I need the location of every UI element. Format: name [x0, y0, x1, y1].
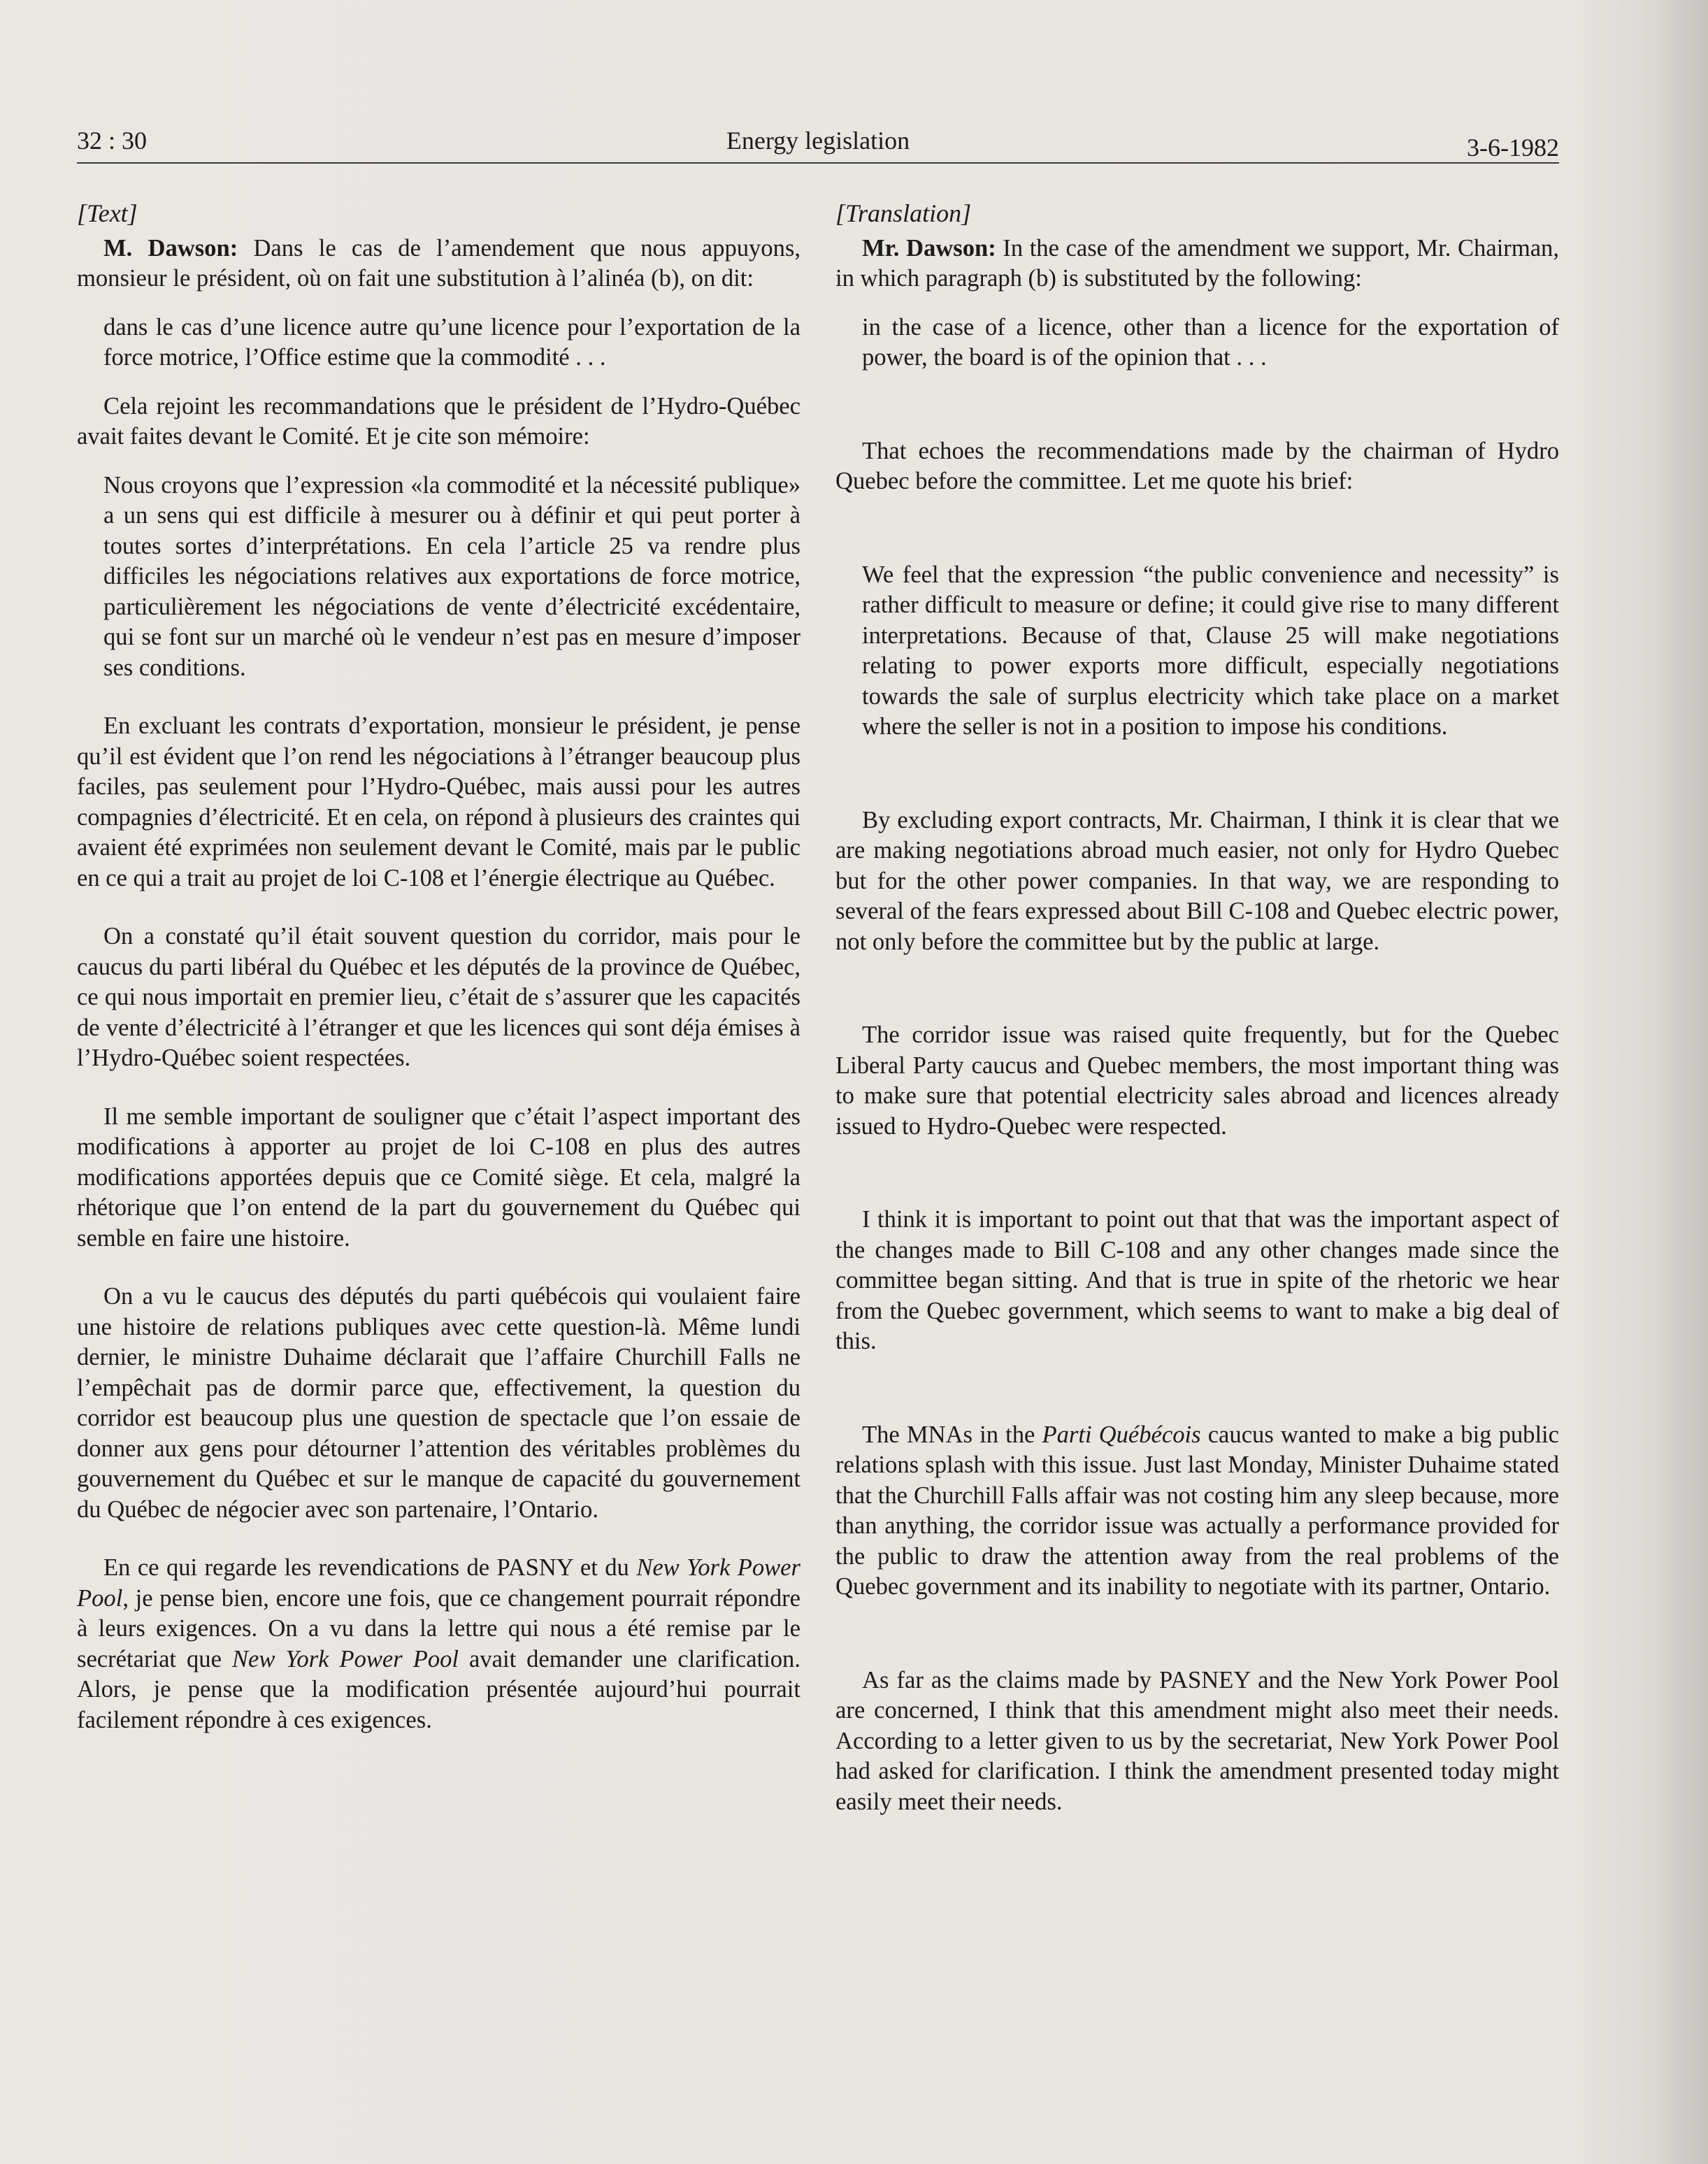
intro-text: In the case of the amendment we support, Mr. Chairman, in which paragraph (b) is substituted by the following:: [835, 234, 1559, 292]
speaker-name: M. Dawson:: [103, 234, 238, 261]
paragraph: En excluant les contrats d’exportation, monsieur le président, je pense qu’il est évident que l’on rend les négociations à l’étranger beaucoup plus faciles, pas seulement pour l’Hydro-Québec, mais aussi pour les autres compagnies d’électricité. Et en cela, on répond à plusieurs des craintes qui avaient été exprimées non seulement devant le Comité, mais par le public en ce qui a trait au projet de loi C-108 et l’énergie électrique au Québec.: [77, 712, 801, 891]
paragraph: I think it is important to point out that that was the important aspect of the changes made to Bill C-108 and any other changes made since the committee began sitting. And that is true in spite of the rhetoric we hear from the Quebec government, which seems to want to make a big deal of this.: [835, 1206, 1559, 1354]
translation-tag: [Translation]: [835, 199, 972, 227]
italic-run: Parti Québécois: [1042, 1421, 1201, 1448]
text-tag: [Text]: [77, 199, 138, 227]
intro-text: Dans le cas de l’amendement que nous appuyons, monsieur le président, où on fait une substitution à l’alinéa (b), on dit:: [77, 234, 801, 292]
paragraph: Il me semble important de souligner que c’était l’aspect important des modifications à apporter au projet de loi C-108 en plus des autres modifications apportées depuis que ce Comité siège. Et cela, malgré la rhétorique que l’on entend de la part du gouvernement du Québec qui semble en faire une histoire.: [77, 1103, 801, 1252]
block-quote: in the case of a licence, other than a licence for the exportation of power, the board is of the opinion that . . .: [862, 313, 1559, 371]
speaker-paragraph: [835, 234, 1559, 294]
block-quote: Nous croyons que l’expression «la commodité et la nécessité publique» a un sens qui est difficile à mesurer ou à définir et qui peut porter à toutes sortes d’interprétations. En cela l’article 25 va rendre plus difficiles les négociations relatives aux exportations de force motrice, particulièrement les négociations de vente d’électricité excédentaire, qui se font sur un marché où le vendeur n’est pas en mesure d’imposer ses conditions.: [103, 471, 801, 681]
paragraph: On a constaté qu’il était souvent question du corridor, mais pour le caucus du parti libéral du Québec et les députés de la province de Québec, ce qui nous importait en premier lieu, c’était de s’assurer que les capacités de vente d’électricité à l’étranger et que les licences qui sont déja émises à l’Hydro-Québec soient respectées.: [77, 923, 801, 1071]
english-column: [835, 199, 1559, 1817]
paragraph: That echoes the recommendations made by the chairman of Hydro Quebec before the committee. Let me quote his brief:: [835, 437, 1559, 494]
italic-run: New York Power Pool: [231, 1645, 459, 1672]
speaker-paragraph: [77, 234, 801, 294]
text-run: , je pense bien, encore une fois, que ce changement pourrait répondre à leurs exigences. On a vu dans la lettre qui nous a été remise par le secrétariat que: [77, 1584, 801, 1672]
paragraph: Cela rejoint les recommandations que le président de l’Hydro-Québec avait faites devant le Comité. Et je cite son mémoire:: [77, 392, 801, 450]
page-number: 32 : 30: [77, 127, 148, 155]
running-title: Energy legislation: [726, 127, 910, 155]
header-date: 3-6-1982: [1467, 134, 1559, 162]
paragraph: By excluding export contracts, Mr. Chairman, I think it is clear that we are making negotiations abroad much easier, not only for Hydro Quebec but for the other power companies. In that way, we are responding to several of the fears expressed about Bill C-108 and Quebec electric power, not only before the committee but by the public at large.: [835, 806, 1559, 955]
text-run: En ce qui regarde les revendications de PASNY et du: [103, 1554, 637, 1581]
french-column: [77, 199, 801, 1735]
speaker-name: Mr. Dawson:: [862, 234, 996, 261]
block-quote: dans le cas d’une licence autre qu’une licence pour l’exportation de la force motrice, l’Office estime que la commodité . . .: [103, 313, 801, 371]
header-rule: [77, 162, 1559, 164]
paragraph: The corridor issue was raised quite frequently, but for the Quebec Liberal Party caucus and Quebec members, the most important thing was to make sure that potential electricity sales abroad and licences already issued to Hydro-Quebec were respected.: [835, 1022, 1559, 1140]
text-run: caucus wanted to make a big public relations splash with this issue. Just last Monday, Minister Duhaime stated that the Churchill Falls affair was not costing him any sleep because, more than anything, the corridor issue was actually a performance provided for the public to draw the attention away from the real problems of the Quebec government and its inability to negotiate with its partner, Ontario.: [835, 1421, 1560, 1600]
paragraph: [77, 1553, 801, 1735]
block-quote: We feel that the expression “the public convenience and necessity” is rather difficult to measure or define; it could give rise to many different interpretations. Because of that, Clause 25 will make negotiations relating to power exports more difficult, especially negotiations towards the sale of surplus electricity which take place on a market where the seller is not in a position to impose his conditions.: [862, 561, 1559, 740]
page-header: [77, 120, 1559, 164]
paragraph: [835, 1420, 1559, 1603]
italic-run: New York Power Pool: [77, 1554, 801, 1612]
text-run: avait demander une clarification. Alors, je pense que la modification présentée aujourd’hui pourrait facilement répondre à ces exigences.: [77, 1645, 801, 1733]
text-run: The MNAs in the: [862, 1421, 1042, 1448]
paragraph: As far as the claims made by PASNEY and the New York Power Pool are concerned, I think that this amendment might also meet their needs. According to a letter given to us by the secretariat, New York Power Pool had asked for clarification. I think the amendment presented today might easily meet their needs.: [835, 1666, 1559, 1815]
paragraph: On a vu le caucus des députés du parti québécois qui voulaient faire une histoire de relations publiques avec cette question-là. Même lundi dernier, le ministre Duhaime déclarait que l’affaire Churchill Falls ne l’empêchait pas de dormir parce que, effectivement, la question du corridor est beaucoup plus une question de spectacle que l’on essaie de donner aux gens pour détourner l’attention des véritables problèmes du gouvernement du Québec et sur le manque de capacité du gouvernement du Québec de négocier avec son partenaire, l’Ontario.: [77, 1283, 801, 1523]
